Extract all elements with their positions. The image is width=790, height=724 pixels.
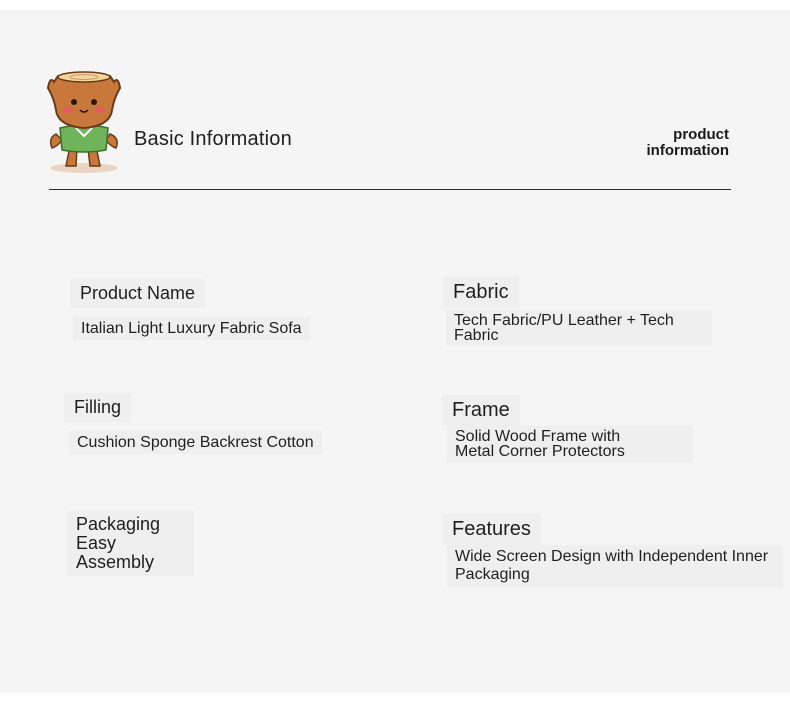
features-value-line1: Wide Screen Design with Independent Inner: [455, 548, 769, 565]
packaging-line2: Easy: [76, 533, 117, 553]
features-value: [447, 545, 783, 587]
fabric-value: [446, 310, 712, 346]
frame-label: Frame: [442, 395, 520, 426]
features-value-line2: Packaging: [455, 566, 530, 583]
fabric-value-line1: Tech Fabric/PU Leather + Tech: [454, 312, 674, 329]
packaging-label: [66, 511, 194, 576]
features-label: Features: [442, 514, 541, 545]
frame-value-line1: Solid Wood Frame with: [455, 428, 621, 445]
product-name-label: Product Name: [70, 279, 205, 308]
product-name-value: Italian Light Luxury Fabric Sofa: [73, 317, 310, 340]
frame-value: [447, 426, 693, 462]
packaging-line1: Packaging: [76, 514, 161, 534]
fabric-label: Fabric: [443, 277, 519, 308]
frame-value-line2: Metal Corner Protectors: [455, 443, 625, 460]
header-divider: [49, 189, 731, 190]
section-side-label: [647, 127, 730, 159]
wooden-stump-mascot-icon: [44, 68, 124, 176]
fabric-value-line2: Fabric: [454, 327, 499, 344]
side-label-line2: information: [646, 142, 729, 159]
side-label-line1: product: [673, 126, 729, 143]
filling-label: Filling: [64, 393, 131, 422]
page-title: Basic Information: [134, 128, 292, 150]
packaging-line3: Assembly: [76, 552, 155, 572]
filling-value: Cushion Sponge Backrest Cotton: [69, 431, 322, 454]
